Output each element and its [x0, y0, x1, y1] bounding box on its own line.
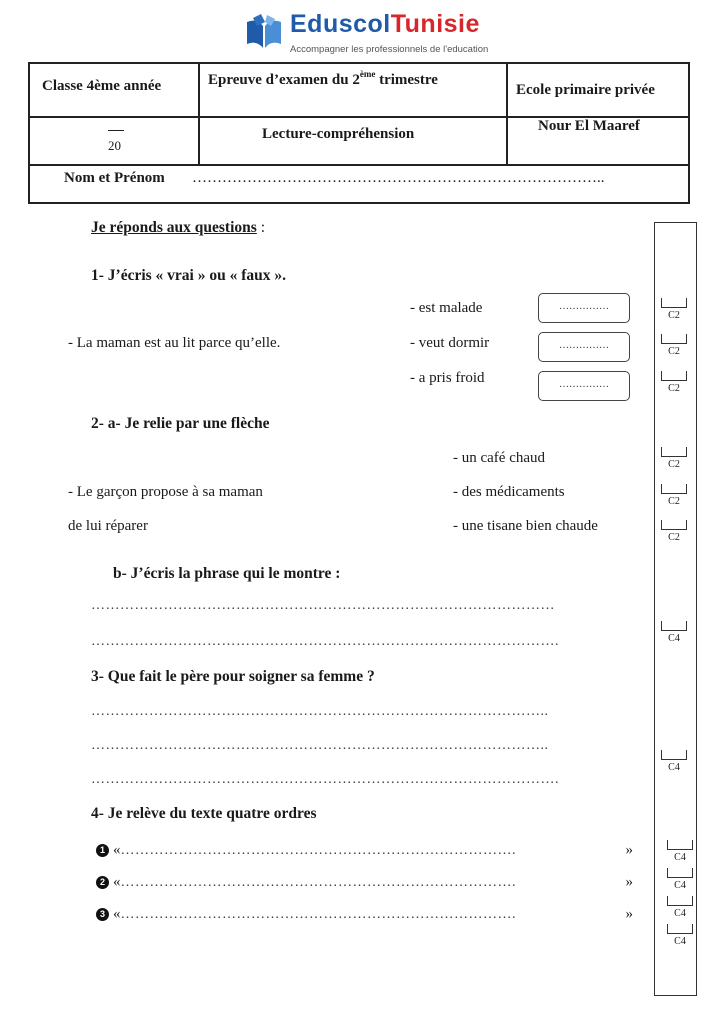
q2a-criterion-2: [661, 484, 687, 507]
criterion-label: C4: [668, 633, 680, 644]
q2a-criterion-1: [661, 447, 687, 470]
question-2b-title: b- J’écris la phrase qui le montre :: [113, 565, 341, 582]
q4-criterion-4: [667, 924, 693, 947]
instructions-suffix: :: [256, 219, 265, 236]
q1-answer-box-2[interactable]: ……………: [538, 332, 630, 362]
question-4-title: 4- Je relève du texte quatre ordres: [91, 805, 317, 822]
q3-answer-line-1[interactable]: …………………………………………………………………………………..: [91, 704, 549, 719]
instructions-heading: [91, 219, 265, 237]
q2b-answer-line-1[interactable]: ……………………………………………………………………………………: [91, 598, 555, 613]
close-quote: »: [625, 906, 633, 922]
criterion-label: C2: [668, 346, 680, 357]
q1-criterion-3: [661, 371, 687, 394]
q1-option-1: - est malade: [410, 300, 483, 316]
criterion-label: C4: [674, 936, 686, 947]
brand-name: [290, 10, 480, 39]
q2a-stem-line-1: - Le garçon propose à sa maman: [68, 484, 263, 500]
exam-title-suffix: trimestre: [375, 72, 438, 88]
q4-item-3: [96, 906, 656, 923]
name-label: Nom et Prénom: [64, 170, 165, 186]
q1-answer-box-3[interactable]: ……………: [538, 371, 630, 401]
criterion-label: C4: [674, 908, 686, 919]
q2b-criterion: [661, 621, 687, 644]
q2a-criterion-3: [661, 520, 687, 543]
q2b-answer-line-2[interactable]: …………………………………………………………………………………….: [91, 634, 559, 649]
class-label: Classe 4ème année: [42, 78, 162, 94]
exam-title-text: Epreuve d’examen du 2: [208, 72, 360, 88]
instructions-title: Je réponds aux questions: [91, 219, 257, 236]
name-field[interactable]: ………………………………………………………………………..: [192, 170, 605, 186]
question-2a-title: 2- a- Je relie par une flèche: [91, 415, 270, 432]
criterion-label: C2: [668, 383, 680, 394]
school-name: Nour El Maaref: [538, 118, 640, 134]
close-quote: »: [625, 842, 633, 858]
criterion-label: C2: [668, 459, 680, 470]
close-quote: »: [625, 874, 633, 890]
q3-answer-line-2[interactable]: …………………………………………………………………………………..: [91, 738, 549, 753]
q1-criterion-1: [661, 298, 687, 321]
criterion-label: C4: [674, 852, 686, 863]
question-1-title: 1- J’écris « vrai » ou « faux ».: [91, 267, 287, 284]
q2a-stem-line-2: de lui réparer: [68, 518, 148, 534]
number-1-icon: 1: [96, 844, 109, 857]
open-quote: «: [113, 874, 121, 890]
criterion-label: C2: [668, 310, 680, 321]
brand-tagline: Accompagner les professionnels de l'education: [290, 44, 489, 55]
brand-part-1: Eduscol: [290, 10, 391, 38]
criterion-label: C2: [668, 532, 680, 543]
criterion-label: C4: [668, 762, 680, 773]
q4-criterion-3: [667, 896, 693, 919]
open-quote: «: [113, 906, 121, 922]
criterion-label: C4: [674, 880, 686, 891]
book-logo-icon: [243, 12, 285, 52]
q1-option-2: - veut dormir: [410, 335, 490, 351]
q4-answer-field-3[interactable]: ……………………………………………………………………….: [120, 907, 516, 922]
school-type: Ecole primaire privée: [516, 82, 655, 98]
q4-criterion-1: [667, 840, 693, 863]
exam-title-superscript: ème: [359, 69, 376, 79]
q4-item-1: [96, 842, 656, 859]
q4-answer-field-2[interactable]: ……………………………………………………………………….: [120, 875, 516, 890]
exam-header-table: [28, 62, 690, 204]
q2a-option-2: - des médicaments: [453, 484, 565, 500]
exam-title: [208, 69, 438, 89]
q1-answer-box-1[interactable]: ……………: [538, 293, 630, 323]
q1-stem: - La maman est au lit parce qu’elle.: [68, 335, 281, 351]
q3-answer-line-3[interactable]: …………………………………………………………………………………….: [91, 772, 559, 787]
question-3-title: 3- Que fait le père pour soigner sa femme ?: [91, 668, 375, 685]
q2a-option-3: - une tisane bien chaude: [453, 518, 598, 534]
score-fraction-bar: [108, 130, 124, 131]
brand-part-2: Tunisie: [390, 10, 480, 38]
q1-option-3: - a pris froid: [410, 370, 485, 386]
q4-item-2: [96, 874, 656, 891]
q3-criterion: [661, 750, 687, 773]
q4-answer-field-1[interactable]: ……………………………………………………………………….: [120, 843, 516, 858]
q2a-option-1: - un café chaud: [453, 450, 546, 466]
q1-criterion-2: [661, 334, 687, 357]
score-denominator: 20: [108, 138, 121, 153]
criterion-label: C2: [668, 496, 680, 507]
subject-title: Lecture-compréhension: [262, 126, 415, 142]
open-quote: «: [113, 842, 121, 858]
number-3-icon: 3: [96, 908, 109, 921]
q4-criterion-2: [667, 868, 693, 891]
number-2-icon: 2: [96, 876, 109, 889]
